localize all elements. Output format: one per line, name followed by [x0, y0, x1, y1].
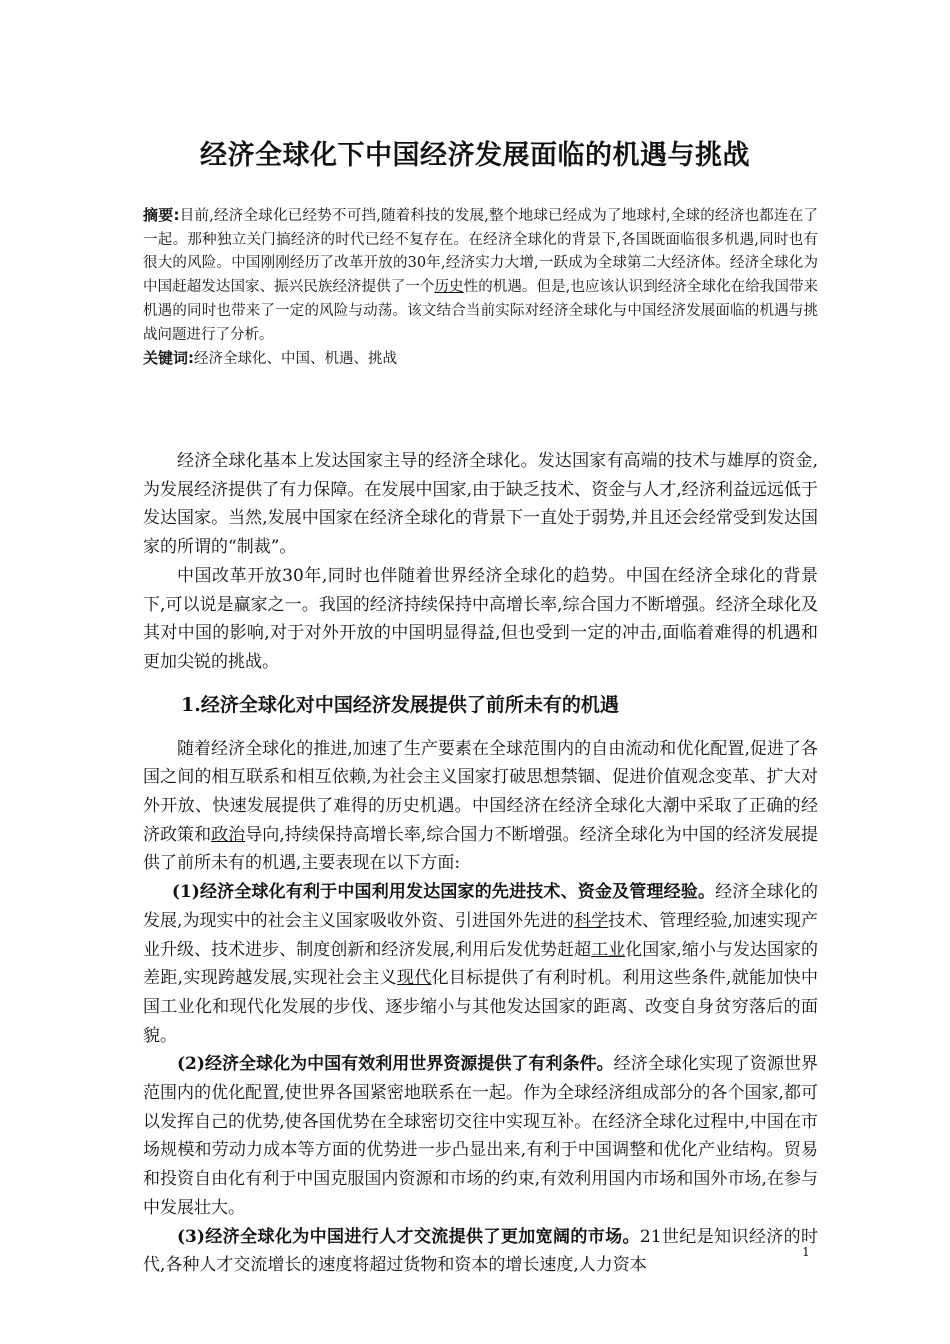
item-1-text-c: 化国家,缩小与发达国家的差距,实现跨越发展,实现社会主义	[143, 939, 819, 989]
page-title: 经济全球化下中国经济发展面临的机遇与挑战	[200, 140, 750, 171]
keywords-text: 经济全球化、中国、机遇、挑战	[194, 351, 397, 368]
section-1-heading: 1.经济全球化对中国经济发展提供了前所未有的机遇	[181, 693, 619, 716]
item-1-text: 经济全球化的发展,为现实中的社会主义国家吸收外资、引进国外先进的	[143, 882, 818, 931]
page-number: 1	[802, 1245, 810, 1259]
modern-link[interactable]: 现代	[396, 968, 432, 989]
item-3-heading: (3)经济全球化为中国进行人才交流提供了更加宽阔的市场。	[177, 1226, 640, 1247]
history-link[interactable]: 历史	[434, 279, 464, 296]
item-2-paragraph	[143, 1050, 818, 1222]
section-1-paragraph	[143, 735, 818, 879]
science-link[interactable]: 科学	[574, 910, 609, 931]
item-1-text-b: 技术、管理经验,加速实现产业升级、技术进步、制度创新和经济发展,利用后发优势赶超	[143, 910, 819, 960]
keywords-label: 关键词:	[143, 349, 194, 368]
intro-paragraph-2: 中国改革开放30年,同时也伴随着世界经济全球化的趋势。中国在经济全球化的背景下,可以说是赢家之一。我国的经济持续保持中高增长率,综合国力不断增强。经济全球化及其对中国的影响,对于对外开放的中国明显得益,但也受到一定的冲击,面临着难得的机遇和更加尖锐的挑战。	[143, 565, 818, 672]
item-2-heading: (2)经济全球化为中国有效利用世界资源提供了有利条件。	[177, 1054, 614, 1075]
intro-paragraph-1: 经济全球化基本上发达国家主导的经济全球化。发达国家有高端的技术与雄厚的资金,为发展经济提供了有力保障。在发展中国家,由于缺乏技术、资金与人才,经济利益远远低于发达国家。当然,发展中国家在经济全球化的背景下一直处于弱势,并且还会经常受到发达国家的所谓的“制裁”。	[143, 451, 818, 558]
industry-link[interactable]: 工业	[591, 939, 626, 960]
politics-link[interactable]: 政治	[211, 824, 246, 845]
abstract-block	[143, 204, 818, 372]
item-3-text: 21世纪是知识经济的时代,各种人才交流增长的速度将超过货物和资本的增长速度,人力资本	[143, 1226, 818, 1276]
section-1-text: 随着经济全球化的推进,加速了生产要素在全球范围内的自由流动和优化配置,促进了各国之间的相互联系和相互依赖,为社会主义国家打破思想禁锢、促进价值观念变革、扩大对外开放、快速发展提供了难得的历史机遇。中国经济在经济全球化大潮中采取了正确的经济政策和	[143, 738, 818, 845]
item-1-heading: (1)经济全球化有利于中国利用发达国家的先进技术、资金及管理经验。	[171, 882, 716, 903]
abstract-label: 摘要:	[143, 206, 180, 224]
section-1-text-cont: 导向,持续保持高增长率,综合国力不断增强。经济全球化为中国的经济发展提供了前所未有的机遇,主要表现在以下方面:	[143, 824, 819, 874]
body-text	[143, 447, 818, 1280]
item-1-paragraph	[143, 878, 818, 1050]
keywords-line	[143, 347, 818, 372]
item-2-text: 经济全球化实现了资源世界范围内的优化配置,使世界各国紧密地联系在一起。作为全球经济组成部分的各个国家,都可以发挥自己的优势,使各国优势在全球密切交往中实现互补。在经济全球化过程中,中国在市场规模和劳动力成本等方面的优势进一步凸显出来,有利于中国调整和优化产业结构。贸易和投资自由化有利于中国克服国内资源和市场的约束,有效利用国内市场和国外市场,在参与中发展壮大。	[143, 1054, 819, 1218]
item-3-paragraph	[143, 1223, 818, 1280]
item-1-text-d: 化目标提供了有利时机。利用这些条件,就能加快中国工业化和现代化发展的步伐、逐步缩小与其他发达国家的距离、改变自身贫穷落后的面貌。	[143, 968, 818, 1046]
abstract-text-cont: 性的机遇。但是,也应该认识到经济全球化在给我国带来机遇的同时也带来了一定的风险与动荡。该文结合当前实际对经济全球化与中国经济发展面临的机遇与挑战问题进行了分析。	[143, 279, 819, 343]
abstract-text: 目前,经济全球化已经势不可挡,随着科技的发展,整个地球已经成为了地球村,全球的经济也都连在了一起。那种独立关门搞经济的时代已经不复存在。在经济全球化的背景下,各国既面临很多机遇,同时也有很大的风险。中国刚刚经历了改革开放的30年,经济实力大增,一跃成为全球第二大经济体。经济全球化为中国赶超发达国家、振兴民族经济提供了一个	[143, 208, 818, 296]
